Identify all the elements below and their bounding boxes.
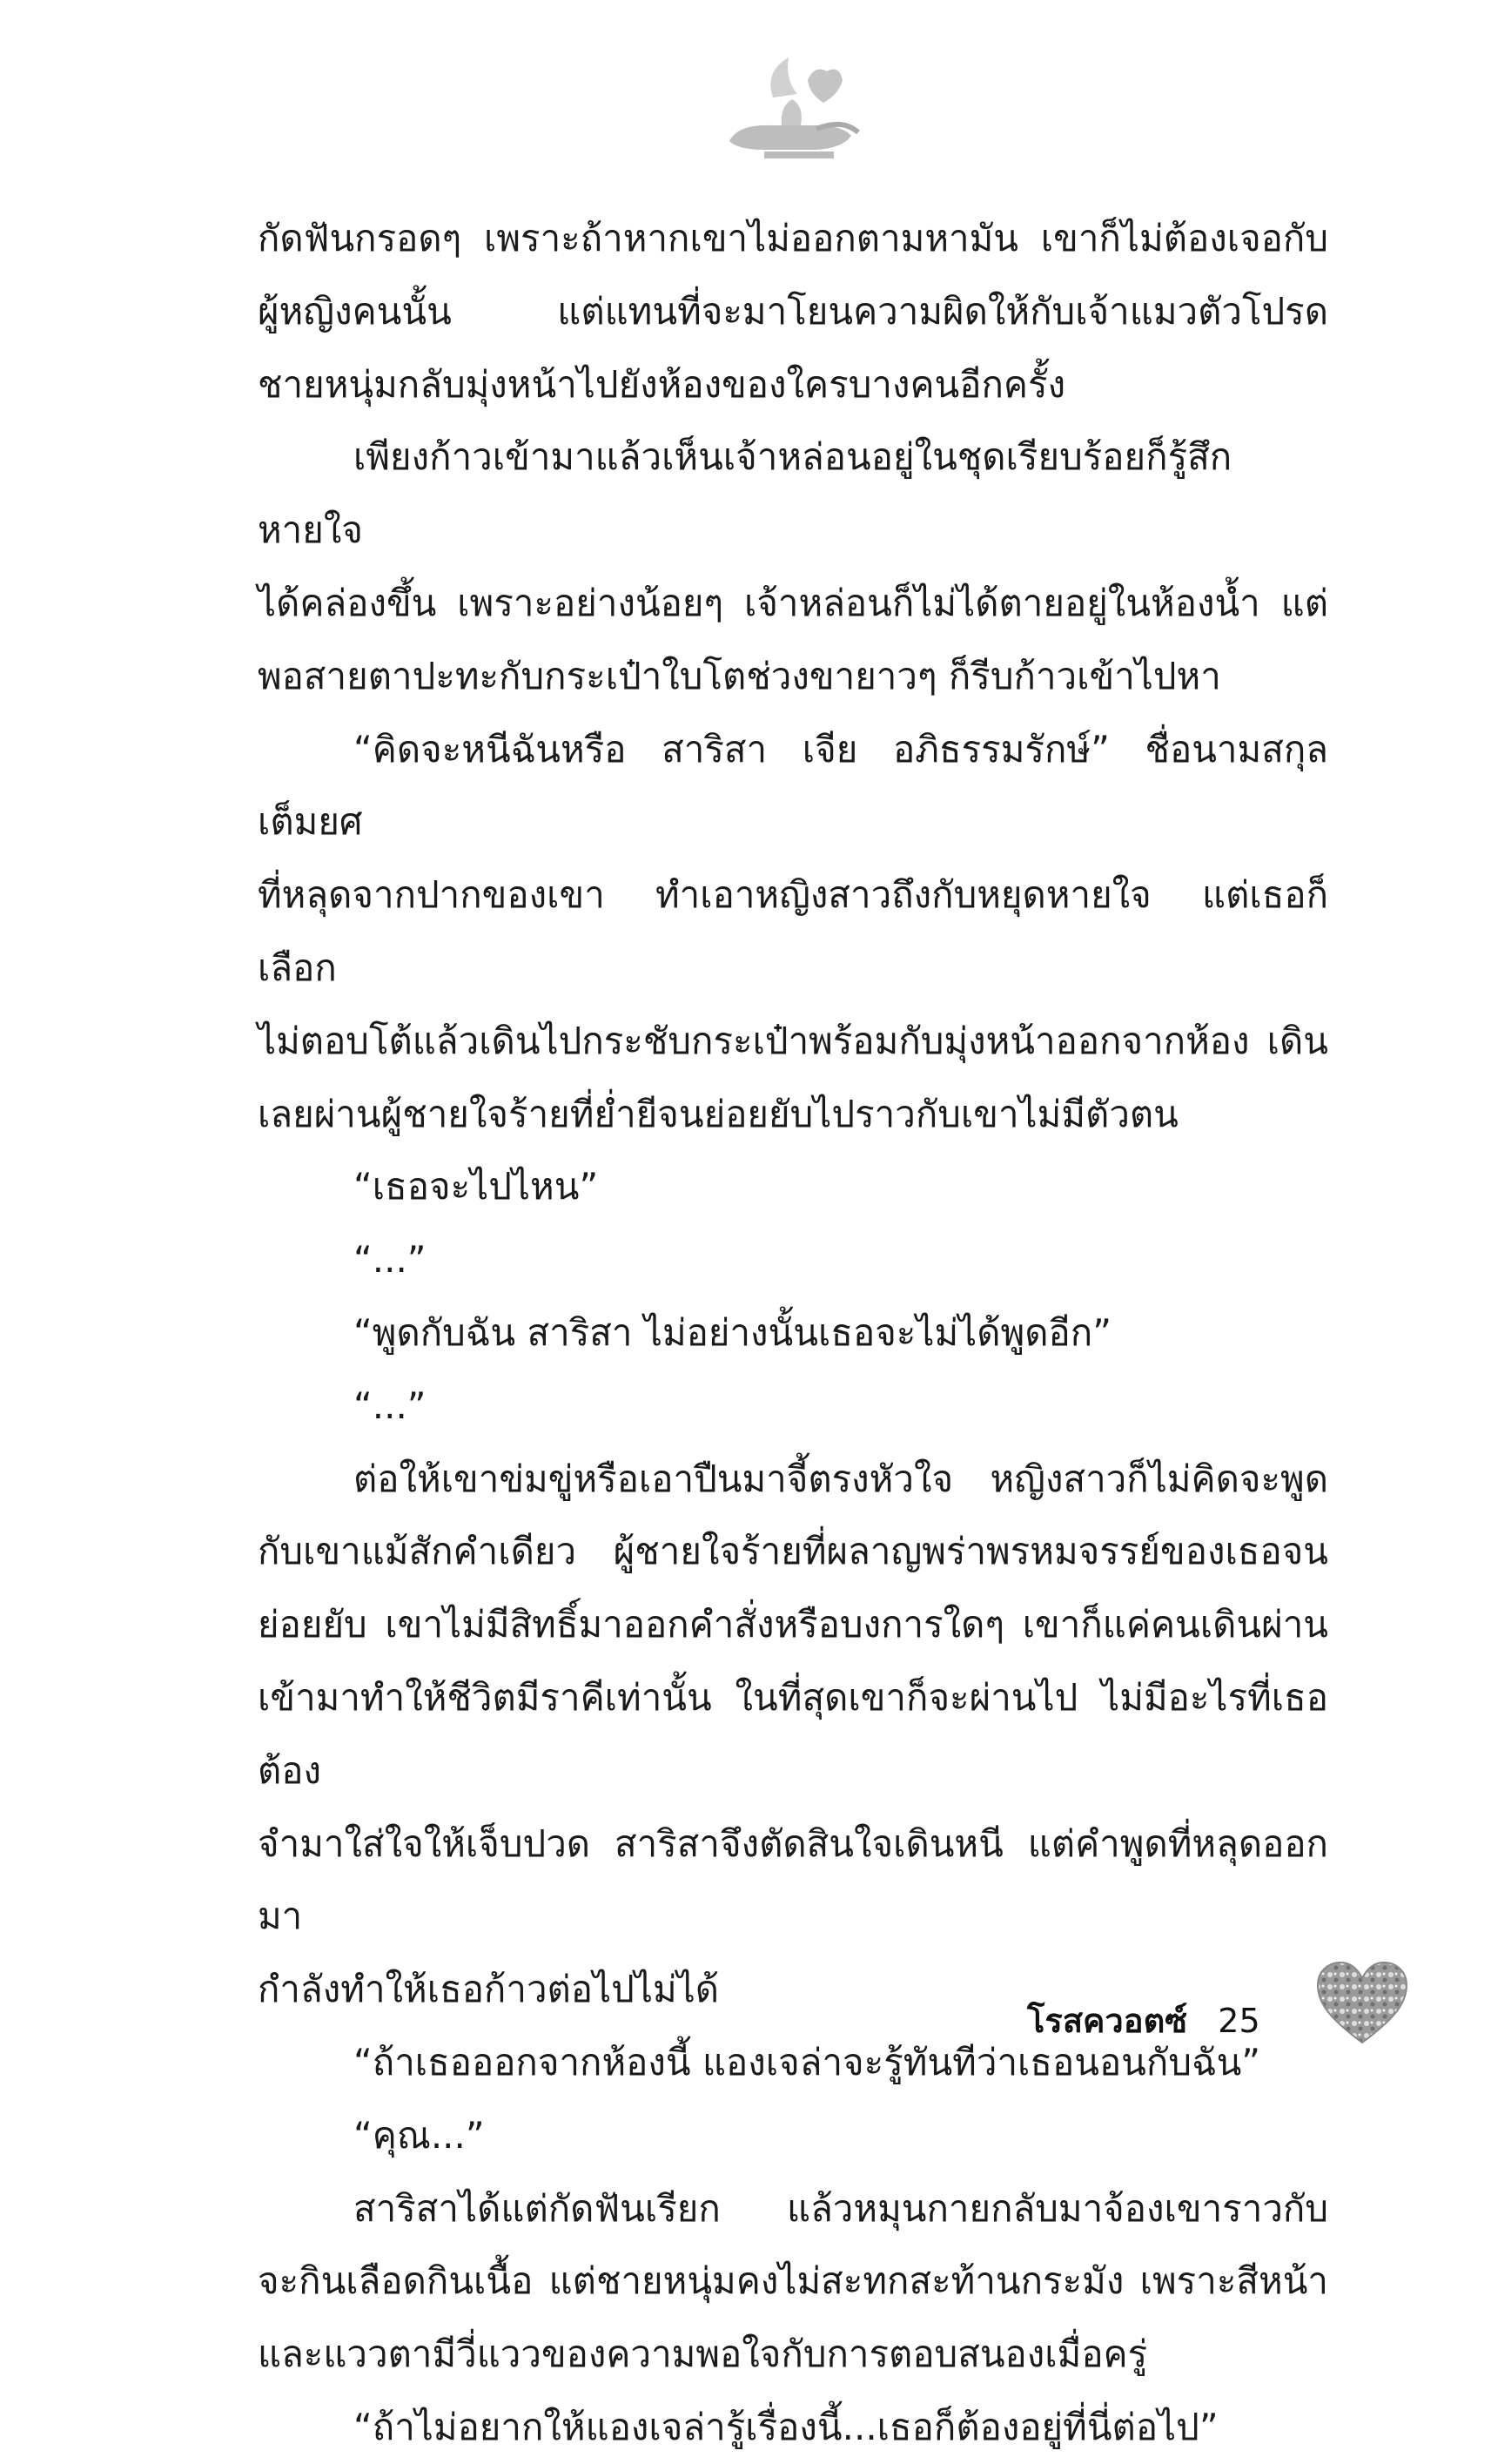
text-line: สาริสาได้แต่กัดฟันเรียก แล้วหมุนกายกลับมาจ้องเขาราวกับ <box>353 2186 1328 2230</box>
page-number: 25 <box>1218 2002 1260 2040</box>
dialogue-line: “ถ้าไม่อยากให้แองเจล่ารู้เรื่องนี้...เธอก็ต้องอยู่ที่นี่ต่อไป” <box>353 2405 1219 2448</box>
floral-heart-icon <box>1314 1959 1410 2046</box>
text-line: เข้ามาทำให้ชีวิตมีราคีเท่านั้น ในที่สุดเขาก็จะผ่านไป ไม่มีอะไรที่เธอต้อง <box>258 1675 1328 1792</box>
text-line: จะกินเลือดกินเนื้อ แต่ชายหนุ่มคงไม่สะทกสะท้านกระมัง เพราะสีหน้า <box>258 2259 1328 2303</box>
text-line: ผู้หญิงคนนั้น แต่แทนที่จะมาโยนความผิดให้กับเจ้าแมวตัวโปรด <box>258 289 1328 333</box>
text-line: กับเขาแม้สักคำเดียว ผู้ชายใจร้ายที่ผลาญพร่าพรหมจรรย์ของเธอจน <box>258 1530 1328 1573</box>
text-line: ต่อให้เขาข่มขู่หรือเอาปืนมาจี้ตรงหัวใจ หญิงสาวก็ไม่คิดจะพูด <box>353 1457 1328 1500</box>
dialogue-line: “พูดกับฉัน สาริสา ไม่อย่างนั้นเธอจะไม่ได้พูดอีก” <box>353 1310 1112 1354</box>
dialogue-line: “เธอจะไปไหน” <box>353 1165 599 1208</box>
text-line: ที่หลุดจากปากของเขา ทำเอาหญิงสาวถึงกับหยุดหายใจ แต่เธอก็เลือก <box>258 873 1328 989</box>
text-line: เลยผ่านผู้ชายใจร้ายที่ย่ำยีจนย่อยยับไปราวกับเขาไม่มีตัวตน <box>258 1092 1179 1135</box>
text-line: เพียงก้าวเข้ามาแล้วเห็นเจ้าหล่อนอยู่ในชุดเรียบร้อยก็รู้สึกหายใจ <box>258 435 1232 552</box>
text-line: ชายหนุ่มกลับมุ่งหน้าไปยังห้องของใครบางคนอีกครั้ง <box>258 362 1066 406</box>
dialogue-line: “คุณ...” <box>353 2113 485 2157</box>
text-line: กัดฟันกรอดๆ เพราะถ้าหากเขาไม่ออกตามหามัน เขาก็ไม่ต้องเจอกับ <box>258 217 1328 259</box>
book-title: โรสควอตซ์ <box>1027 2002 1188 2040</box>
page-footer <box>1027 1994 1260 2047</box>
lamp-ornament-icon <box>712 45 869 167</box>
text-line: “คิดจะหนีฉันหรือ สาริสา เจีย อภิธรรมรักษ์” ชื่อนามสกุลเต็มยศ <box>258 727 1328 844</box>
dialogue-line: “...” <box>353 1238 426 1282</box>
dialogue-line: “...” <box>353 1383 426 1427</box>
text-line: จำมาใส่ใจให้เจ็บปวด สาริสาจึงตัดสินใจเดินหนี แต่คำพูดที่หลุดออกมา <box>258 1821 1328 1938</box>
text-line: ไม่ตอบโต้แล้วเดินไปกระชับกระเป๋าพร้อมกับมุ่งหน้าออกจากห้อง เดิน <box>258 1019 1328 1062</box>
text-line: พอสายตาปะทะกับกระเป๋าใบโตช่วงขายาวๆ ก็รีบก้าวเข้าไปหา <box>258 654 1221 697</box>
text-line: ได้คล่องขึ้น เพราะอย่างน้อยๆ เจ้าหล่อนก็ไม่ได้ตายอยู่ในห้องน้ำ แต่ <box>258 581 1328 624</box>
dialogue-line: “ถ้าเธอออกจากห้องนี้ แองเจล่าจะรู้ทันทีว่าเธอนอนกับฉัน” <box>353 2040 1261 2084</box>
text-line: กำลังทำให้เธอก้าวต่อไปไม่ได้ <box>258 1968 720 2011</box>
body-text <box>258 202 1328 2464</box>
text-line: และแววตามีวี่แววของความพอใจกับการตอบสนองเมื่อครู่ <box>258 2333 1148 2376</box>
text-line: ย่อยยับ เขาไม่มีสิทธิ์มาออกคำสั่งหรือบงการใดๆ เขาก็แค่คนเดินผ่าน <box>258 1603 1328 1646</box>
